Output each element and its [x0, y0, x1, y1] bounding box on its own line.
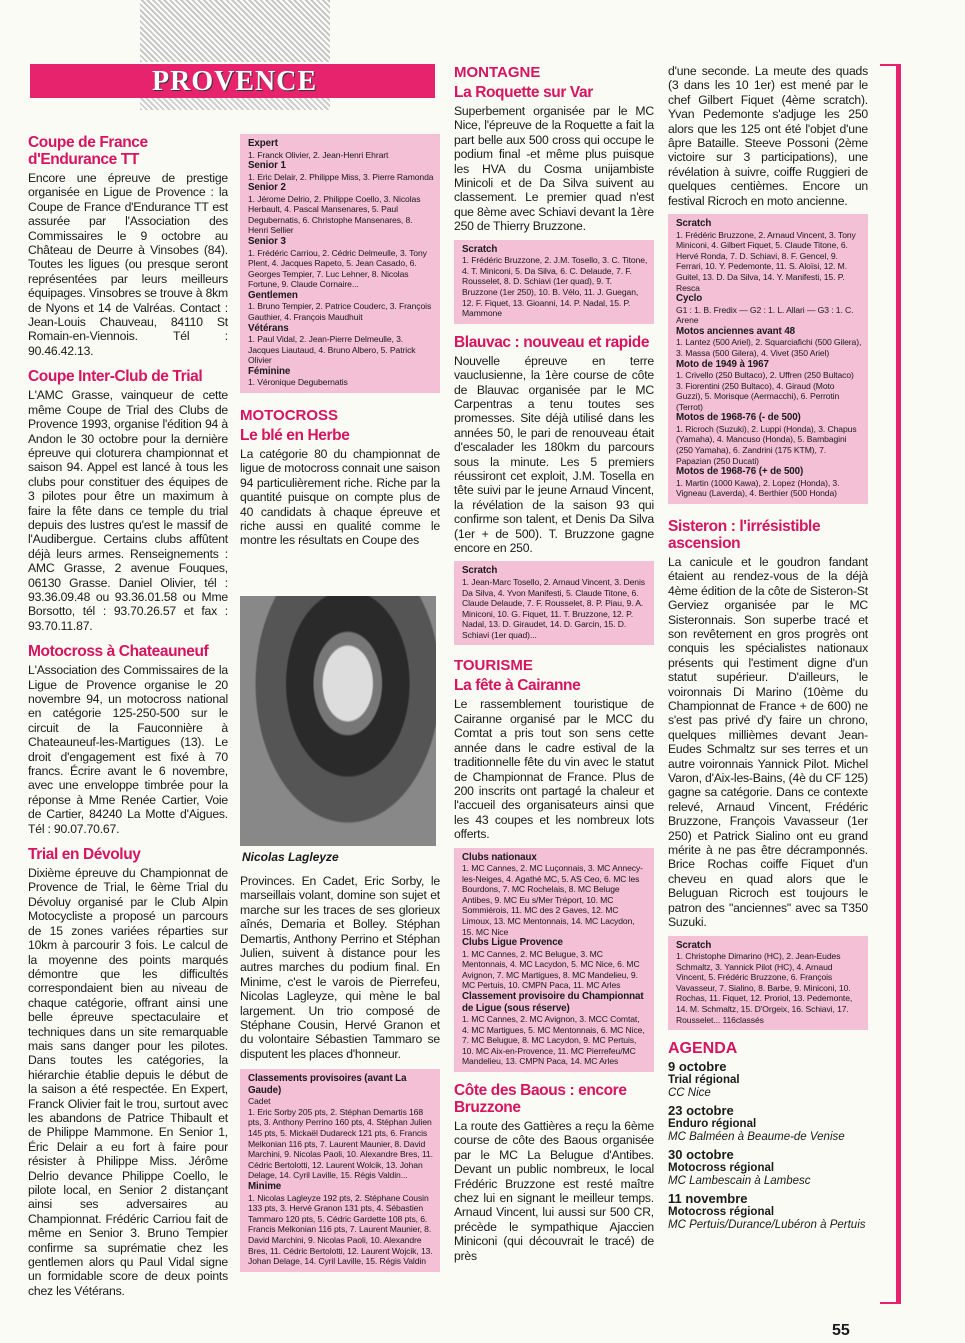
clubs-box [454, 848, 654, 1073]
agenda-organizer: MC Lambescain à Lambesc [668, 1175, 811, 1188]
photo-caption: Nicolas Lagleyze [242, 850, 339, 864]
box-heading: Classements provisoires (avant La Gaude) [248, 1073, 407, 1096]
article-devoluy [28, 846, 228, 1298]
box-heading: Scratch [676, 218, 712, 230]
box-text: 1. Jérome Delrio, 2. Philippe Coello, 3. Nicolas Herbault, 4. Pascal Mansenares, 5. Paul Degubernatis, 6. Christophe Mansenares, 8. Henri Sellier [248, 193, 421, 236]
article-text: Dixième épreuve du Championnat de Provence de Trial, le 6ème Trial du Dévoluy organisé par le Club Alpin Motocycliste a proposé un parcours de 15 zones variées réparties sur 10km à parcourir 3 fois. Le calcul de la moyenne des points marqués démontre que les difficultés correspondaient bien au niveau de chaque catégorie, offrant ainsi une belle épreuve spectaculaire et techniques dans un site remarquable mais sans danger pour les pilotes. Dans toutes les catégories, la hiérarchie établie depuis le début de la saison a été respectée. En Expert, Franck Olivier fait le trou, surtout avec les abandons de Patrice Thibault et de Philippe Mammone. En Senior 1, Éric Delair a eu fort à faire pour résister à Philippe Miss. Jérôme Delrio devance Philippe Coello, le pilote local, en Senior 2 distançant ainsi ses adversaires au Championnat. Frédéric Carriou fait de même en Senior 3. Bruno Tempier confirme sa suprématie chez les gentlemen alors qu Paul Vidal signe un formidable score de deux points chez les Vétérans. [28, 866, 228, 1298]
agenda-event: Enduro régional [668, 1118, 757, 1131]
article-title: Coupe de France d'Endurance TT [28, 134, 148, 168]
column-3 [454, 64, 654, 1263]
article-chateauneuf [28, 643, 228, 836]
box-heading: Classement provisoire du Championnat de Ligue (sous réserve) [462, 991, 644, 1014]
header-texture-bottom [140, 98, 330, 110]
agenda-item [668, 1059, 868, 1100]
box-text: 1. Crivello (250 Bultaco), 2. Uffren (250 Bultaco) 3. Fiorentini (250 Bultaco), 4. Giraud (Moto Guzzi), 5. Morisque (Aermacchi), 6. Perrotin (Terrot) [676, 370, 854, 412]
box-text: 1. Lantez (500 Ariel), 2. Squarciafichi (500 Gilera), 3. Massa (500 Gilera), 4. Vivet (350 Ariel) [676, 337, 862, 358]
box-heading: Gentlemen [248, 289, 298, 301]
article-text: La canicule et le goudron fandant étaient au rendez-vous de la déjà 4ème édition de la côte de Sisteron-St Gerviez organisée par le MC Sisteronnais. Son superbe tracé et son revêtement en gros progrès ont conquis les spécialistes nationaux présents qui l'estiment digne d'un statut supérieur. D'ailleurs, le voironnais Di Marino (10ème du Championnat de France + de 600) ne s'est pas privé d'y faire un chrono, quelques millièmes devant Jean-Eudes Schmaltz sur ses terres et un autre voironnais Yannick Pilot. Michel Varon, d'Aix-les-Bains, (4è du CF 125) gagne sa catégorie. Dans ce contexte relevé, Arnaud Vincent, Frédéric Bruzzone, François Vavasseur (1er 250) et Patrick Sialino ont eu grand mérite à ne pas être décramponnés. Brice Rochas coiffe Fiquet d'un cheveu en quad alors que le Beluguan Ricroch est toujours le patron des "anciennes" avec sa T350 Suzuki. [668, 554, 868, 930]
header-texture [140, 0, 330, 62]
agenda-event: Motocross régional [668, 1206, 775, 1219]
box-text: 1. Paul Vidal, 2. Jean-Pierre Delmeulle, 3. Jacques Liautaud, 4. Bruno Albero, 5. Patrick Olivier [248, 334, 416, 366]
article-text: L'AMC Grasse, vainqueur de cette même Coupe de Trial des Clubs de Provence 1993, organise l'édition 94 à Andon le 30 octobre pour la dernière épreuve qui cloturera championnat et saison 94. Appel est lancé à tous les clubs pour constituer des équipes de 3 pilotes pour être un maximum à faire la fête dans ce temple du trial depuis des lustres qu'est le massif de l'Audibergue. Certains clubs affûtent déjà leurs armes. Renseignements : AMC Grasse, 2 avenue Fouques, 06130 Grasse. Daniel Olivier, tél : 93.36.09.48 ou 93.36.01.58 ou Mme Borsotto, tél : 93.70.26.57 et fax : 93.70.11.87. [28, 388, 228, 633]
box-text: 1. Franck Olivier, 2. Jean-Henri Ehrart [248, 149, 389, 160]
column-1 [28, 134, 228, 1298]
box-heading: Scratch [462, 243, 498, 255]
agenda-event: Trial régional [668, 1074, 740, 1087]
box-heading: Moto de 1949 à 1967 [676, 358, 769, 370]
article-title: La fête à Cairanne [454, 677, 581, 695]
box-text: G1 : 1. B. Fredix — G2 : 1. L. Allari — G3 : 1. C. Arene [676, 304, 854, 326]
article-title: Coupe Inter-Club de Trial [28, 368, 203, 386]
section-title: MONTAGNE [454, 64, 541, 81]
box-text: 1. Eric Delair, 2. Philippe Miss, 3. Pierre Ramonda [248, 171, 434, 182]
box-text: 1. Christophe Dimarino (HC), 2. Jean-Eudes Schmaltz, 3. Yannick Pilot (HC), 4. Arnaud Vincent, 5. Frédéric Bruzzone, 6. François Vavasseur, 7. Sialino, 8. Barbe, 9. Miniconi, 10. Rochas, 11. Fiquet, 12. Proriol, 13. Pedemonte, 14. M. Schmaltz, 15. D'Orgeix, 16. Schiavi, 17. Rousselet... 116classés [676, 951, 853, 1025]
box-heading: Motos de 1968-76 (+ de 500) [676, 466, 804, 478]
agenda-title: AGENDA [668, 1040, 738, 1058]
box-text: 1. Véronique Degubernatis [248, 377, 348, 388]
box-heading: Motos anciennes avant 48 [676, 325, 796, 337]
box-heading: Cyclo [676, 293, 703, 305]
scratch-box [668, 936, 868, 1031]
article-text: L'Association des Commissaires de la Ligue de Provence organise le 20 novembre 94, un motocross national en catégorie 125-250-500 sur le circuit de la Fauconnière à Chateauneuf-les-Martigues (13). Le droit d'engagement est fixé à 70 francs. Écrire avant le 6 novembre, avec une enveloppe timbrée pour la réponse à Mme Renée Cartier, Voie de Cartier, 84240 La Motte d'Aigues. Tél : 90.07.70.67. [28, 663, 228, 836]
article-title: Sisteron : l'irrésistible ascension [668, 517, 821, 552]
article-title: La Roquette sur Var [454, 84, 593, 101]
article-interclub [28, 368, 228, 633]
box-text: 1. MC Cannes, 2. MC Belugue, 3. MC Mentonnais, 4. MC Lacydon, 5. MC Nice, 6. MC Avignon, 7. MC Martigues, 8. MC Mandelieu, 9. MC Pertuis, 10. CMPN Paca, 11. MC Arles [462, 948, 640, 991]
box-heading: Senior 3 [248, 236, 286, 248]
agenda-item [668, 1103, 868, 1144]
article-text: Nouvelle épreuve en terre vauclusienne, la 1ère course de côte de Blauvac organisée par le MC Carpentras a tenu toutes ses promesses. Site déjà utilisé dans les années 50, le pari de renouveau était d'escalader les 180km du parcours sous la minute. Les 5 premiers réussiront cet exploit, J.M. Tosella en tête suivi par le jeune Arnaud Vincent, la révélation de la saison 93 qui confirme son talent, et Denis Da Silva (1er + de 500). T. Bruzzone gagne encore en 250. [454, 353, 654, 555]
scratch-box [454, 240, 654, 324]
box-heading: Féminine [248, 365, 291, 377]
agenda-organizer: MC Balméen à Beaume-de Venise [668, 1131, 845, 1144]
box-text: 1. Nicolas Lagleyze 192 pts, 2. Stéphane Cousin 133 pts, 3. Hervé Granon 131 pts, 4. Sébastien Tammaro 120 pts, 5. Cédric Gardette 108 pts, 6. Francis Melkonian 116 pts, 7. Laurent Maunier, 8. David Marchini, 9. Nicolas Paoli, 10. Alexandre Bres, 11. Cédric Bertolotti, 12. Laurent Wojcik, 13. Johan Delage, 14. Cyril Laville, 15. Régis Valdin [248, 1192, 433, 1267]
box-heading: Scratch [462, 565, 498, 577]
box-heading: Senior 1 [248, 160, 286, 172]
box-text: 1. Bruno Tempier, 2. Patrice Couderc, 3. François Gauthier, 4. François Maudhuit [248, 301, 432, 323]
article-text: Superbement organisée par le MC Nice, l'épreuve de la Roquette a fait la part belle aux 500 cross qui occupe le podium final -et même plus puisque les HVA du Cosma unijambiste Minicoli et de Da Silva suivent au classement. Le premier quad n'est que 8ème avec Schiavi devant la 1ère 250 de Thierry Bruzzone. [454, 104, 654, 234]
box-text: 1. Ricroch (Suzuki), 2. Luppi (Honda), 3. Chapus (Yamaha), 4. Mancuso (Honda), 5. Bambagini (250 Yamaha), 6. Zandrini (175 KTM), 7. Papazian (250 Ducati) [676, 423, 857, 466]
banner-title: PROVENCE [152, 66, 318, 97]
box-text: 1. MC Cannes, 2. MC Luçonnais, 3. MC Annecy-les-Neiges, 4. Agathé MC, 5. AS Ceo, 6. MC les Bourdons, 7. MC Rochelais, 8. MC Beluge Antibes, 9. MC Eu s/Mer Tréport, 10. MC Sommiérois, 11. MC des 2 Gaves, 12. MC Limoux, 13. MC Mentonnais, 14. MC Lacydon, 15. MC Nice [462, 863, 643, 937]
box-heading: Minime [248, 1181, 282, 1193]
agenda-date: 23 octobre [668, 1103, 734, 1119]
agenda-date: 9 octobre [668, 1059, 727, 1075]
section-title: TOURISME [454, 657, 533, 675]
article-title: Trial en Dévoluy [28, 846, 141, 864]
box-text: 1. Frédéric Carriou, 2. Cédric Delmeulle, 3. Tony Plent, 4. Jacques Rapeto, 5. Jean Casado, 6. Georges Tempier, 7. Luc Lehner, 8. Nicolas Fortune, 9. Claude Cornaire... [248, 247, 427, 290]
article-title: Motocross à Chateauneuf [28, 643, 209, 661]
box-heading: Scratch [676, 939, 712, 951]
article-motocross [240, 407, 440, 548]
baous-results-box [668, 214, 868, 504]
article-title: Côte des Baous : encore Bruzzone [454, 1082, 627, 1117]
article-text: Provinces. En Cadet, Eric Sorby, le marseillais volant, domine son sujet et marche sur les traces de ses glorieux aînés, Demaria et Bolley. Stéphan Demartis, Anthony Perrino et Stéphan Julien, suivent à distance pour les autres marches du podium final. En Minime, c'est le varois de Pierrefeu, Nicolas Lagleyze, qui mène le bal largement. Un trio composé de Stéphane Cousin, Hervé Granon et du volontaire Sébastien Tammaro se disputent les places d'honneur. [240, 874, 440, 1061]
box-heading: Clubs nationaux [462, 851, 537, 863]
box-text: 1. Eric Sorby 205 pts, 2. Stéphan Demartis 168 pts, 3. Anthony Perrino 160 pts, 4. Stéphan Julien 145 pts, 5. Mickaël Dudareck 121 pts, 6. Francis Melkonian 116 pts, 7. Laurent Maunier, 8. David Marchini, 9. Nicolas Paoli, 10. Alexandre Bres, 11. Cédric Bertolotti, 12. Laurent Wolcik, 13. Johan Delage, 14. Cyril Laville, 15. Régis Valdin... [248, 1106, 433, 1181]
article-text: Le rassemblement touristique de Cairanne organisé par le MCC du Comtat a pris tout son sens cette année dans le cadre estival de la traditionnelle fête du vin avec le statut de Championnat de France. Plus de 200 inscrits ont partagé la chaleur et l'accueil des organisateurs ainsi que les 43 coupes et les nombreux lots offerts. [454, 697, 654, 842]
agenda-item [668, 1191, 868, 1232]
agenda-date: 30 octobre [668, 1147, 734, 1163]
right-tick [880, 1302, 896, 1304]
column-2 [240, 134, 440, 548]
article-title: Blauvac : nouveau et rapide [454, 333, 650, 351]
box-heading: Vétérans [248, 322, 289, 334]
right-tick [880, 64, 896, 66]
article-text: Encore une épreuve de prestige organisée en Ligue de Provence : la Coupe de France d'Endurance TT est assurée par l'Association des Commissaires le 9 octobre au Château de Deurre à Vinsobes (84). Toutes les ligues (ou presque seront représentées par leurs meilleurs équipages. Vinsobres se trouve à 8km de Nyons et 14 de Valréas. Contact : Jean-Louis Chauveau, 84110 St Romain-en-Viennois. Tél : 90.46.42.13. [28, 171, 228, 358]
column-4 [668, 64, 868, 1235]
box-text: 1. Frédéric Bruzzone, 2. J.M. Tosello, 3. C. Titone, 4. T. Miniconi, 5. Da Silva, 6. C. Delaude, 7. F. Rousselet, 8. D. Schiavi (1er quad), 9. T. Bruzzone (1er 250), 10. B. Vélo, 11. J. Guegan, 12. F. Fiquet, 13. Gioanni, 14. P. Nadal, 15. P. Mammone [462, 255, 648, 319]
rider-photo [240, 596, 436, 846]
section-title: MOTOCROSS [240, 407, 339, 424]
box-heading: Senior 2 [248, 182, 286, 194]
article-text: La route des Gattières a reçu la 6ème course de côte des Baous organisée par le MC La Belugue d'Antibes. Devant un public nombreux, le local Frédéric Bruzzone est resté maître chez lui en signant le meilleur temps. Arnaud Vincent, lui aussi sur 500 CR, précède le sympathique Ajaccien Minicon​i (qui découvrait le tracé) de près [454, 1119, 654, 1263]
box-text: 1. Frédéric Bruzzone, 2. Arnaud Vincent, 3. Tony Miniconi, 4. Gilbert Fiquet, 5. Claude Titone, 6. Hervé Ronda, 7. D. Schiavi, 8. F. Gencel, 9. Ferrari, 10. Y. Pedemonte, 11. S. Aloïsi, 12. M. Guitel, 13. D. Da Silva, 14. Y. Manifesti, 15. P. Resca [676, 229, 856, 293]
agenda-date: 11 novembre [668, 1191, 748, 1207]
box-heading: Clubs Ligue Provence [462, 937, 563, 949]
box-heading: Motos de 1968-76 (- de 500) [676, 412, 801, 424]
box-text: 1. Martin (1000 Kawa), 2. Lopez (Honda), 3. Vigneau (Laverda), 4. Berthier (500 Honda) [676, 477, 840, 499]
right-margin-bar [896, 64, 901, 1304]
page-number: 55 [832, 1322, 850, 1339]
box-heading: Expert [248, 138, 278, 149]
agenda-item [668, 1147, 868, 1188]
article-title: Le blé en Herbe [240, 427, 350, 444]
article-endurance [28, 134, 228, 358]
scratch-box [454, 561, 654, 645]
article-text: La catégorie 80 du championnat de ligue de motocross connait une saison 94 particulièrement riche. Riche par la quantité puisque on compte plus de 40 candidats à chaque épreuve et riche aussi en qualité comme le montre les résultats en Coupe des [240, 447, 440, 548]
motocross-results-box [240, 1069, 440, 1271]
agenda-organizer: MC Pertuis/Durance/Lubéron à Pertuis [668, 1219, 866, 1232]
box-text: 1. MC Cannes, 2. MC Avignon, 3. MCC Comtat, 4. MC Martigues, 5. MC Mentonnais, 6. MC Nice, 7. MC Belugue, 8. MC Lacydon, 9. MC Pertuis, 10. MC Aix-en-Provence, 11. MC Pierrefeu/MC Mandelieu, 13. CMPN Paca, 14. MC Arles [462, 1014, 645, 1067]
agenda [668, 1040, 868, 1232]
article-text: d'une seconde. La meute des quads (3 dans les 10 1er) est mené par le chef Gilbert Fiquet (4ème scratch). Yvan Pedemonte s'adjuge les 250 alors que les 125 ont été l'objet d'une âpre Bataille. Steeve Possoni (2ème victoire sur 3 participations), une révélation à suivre, coiffe Ruggieri de quelques centièmes. Encore un festival Ricroch en moto ancienne. [668, 64, 868, 208]
box-text: 1. Jean-Marc Tosello, 2. Arnaud Vincent, 3. Denis Da Silva, 4. Yvon Manifesti, 5. Claude Titone, 6. Claude Delaude, 7. F. Rousselet, 8. P. Piau, 9. A. Miniconi, 10. G. Fiquet, 11. T. Bruzzone, 12. P. Nadal, 13. D. Giraudet, 14. D. Garcin, 15. D. Schiavi (1er quad)... [462, 576, 645, 640]
section-banner [30, 64, 435, 98]
box-subheading: Cadet [248, 1096, 271, 1107]
column-2-lower [240, 874, 440, 1272]
trial-results-box [240, 134, 440, 393]
agenda-event: Motocross régional [668, 1162, 775, 1175]
agenda-organizer: CC Nice [668, 1087, 711, 1100]
